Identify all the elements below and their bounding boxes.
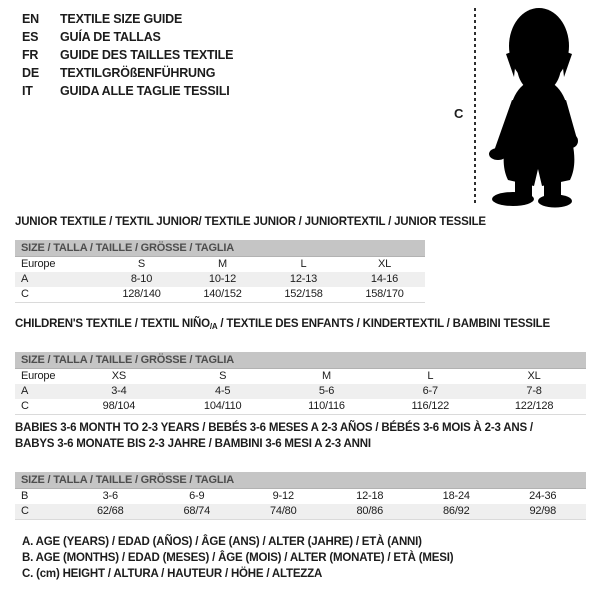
language-row <box>22 82 233 100</box>
row-label: A <box>21 273 29 285</box>
column-label: M <box>218 258 227 270</box>
junior-size-header-bar: SIZE / TALLA / TAILLE / GRÖSSE / TAGLIA <box>15 240 425 257</box>
cell-value: 104/110 <box>203 400 242 412</box>
language-code: IT <box>22 84 33 98</box>
junior-size-table <box>15 240 425 303</box>
children-size-table <box>15 352 586 415</box>
cell-value: 7-8 <box>526 385 542 397</box>
cell-value: 8-10 <box>130 273 153 285</box>
cell-value: 18-24 <box>442 490 470 502</box>
cell-value: 12-13 <box>289 273 318 285</box>
children-row-age <box>15 384 586 399</box>
junior-row-height <box>15 287 425 302</box>
region-label: Europe <box>21 370 56 382</box>
column-label: XL <box>527 370 541 382</box>
children-title-post: / TEXTILE DES ENFANTS / KINDERTEXTIL / BAMBINI TESSILE <box>217 318 550 330</box>
babies-section-title-line1: BABIES 3-6 MONTH TO 2-3 YEARS / BEBÉS 3-6 MESES A 2-3 AÑOS / BÉBÉS 3-6 MOIS À 2-3 ANS / <box>15 422 533 434</box>
height-measure-label: C <box>454 106 464 121</box>
cell-value: 62/68 <box>96 505 124 517</box>
footnote-height-cm: C. (cm) HEIGHT / ALTURA / HAUTEUR / HÖHE / ALTEZZA <box>22 568 323 580</box>
cell-value: 6-9 <box>189 490 205 502</box>
cell-value: 68/74 <box>183 505 211 517</box>
language-title: GUIDE DES TAILLES TEXTILE <box>60 48 234 62</box>
region-label: Europe <box>21 258 56 270</box>
babies-row-age-months <box>15 489 586 504</box>
cell-value: 122/128 <box>514 400 554 412</box>
babies-size-header-bar: SIZE / TALLA / TAILLE / GRÖSSE / TAGLIA <box>15 472 586 489</box>
language-title-list <box>22 10 233 100</box>
footnote-age-months: B. AGE (MONTHS) / EDAD (MESES) / ÂGE (MOIS) / ALTER (MONATE) / ETÀ (MESI) <box>22 552 454 564</box>
language-title: TEXTILE SIZE GUIDE <box>60 12 183 26</box>
row-label: C <box>21 288 29 300</box>
row-label: C <box>21 505 29 517</box>
language-code: FR <box>22 48 39 62</box>
cell-value: 86/92 <box>442 505 470 517</box>
column-label: S <box>137 258 146 270</box>
cell-value: 14-16 <box>370 273 399 285</box>
cell-value: 3-4 <box>111 385 127 397</box>
cell-value: 140/152 <box>203 288 242 300</box>
babies-size-table <box>15 472 586 520</box>
cell-value: 110/116 <box>308 400 345 412</box>
dashed-measure-line <box>474 8 476 205</box>
language-title: GUÍA DE TALLAS <box>60 30 161 44</box>
language-row <box>22 46 233 64</box>
cell-value: 158/170 <box>365 288 404 300</box>
language-code: EN <box>22 12 39 26</box>
language-code: ES <box>22 30 39 44</box>
cell-value: 116/122 <box>411 400 450 412</box>
cell-value: 12-18 <box>356 490 384 502</box>
column-label: L <box>427 370 434 382</box>
cell-value: 24-36 <box>529 490 557 502</box>
cell-value: 10-12 <box>208 273 237 285</box>
language-code: DE <box>22 66 39 80</box>
toddler-silhouette-image <box>486 4 592 208</box>
language-row <box>22 10 233 28</box>
children-columns-header-row <box>15 369 586 384</box>
row-label: A <box>21 385 29 397</box>
footnote-age-years: A. AGE (YEARS) / EDAD (AÑOS) / ÂGE (ANS) / ALTER (JAHRE) / ETÀ (ANNI) <box>22 536 422 548</box>
column-label: L <box>300 258 307 270</box>
language-row <box>22 28 233 46</box>
row-label: B <box>21 490 29 502</box>
cell-value: 128/140 <box>122 288 161 300</box>
column-label: S <box>219 370 227 382</box>
babies-row-height <box>15 504 586 519</box>
cell-value: 98/104 <box>102 400 136 412</box>
babies-section-title-line2: BABYS 3-6 MONATE BIS 2-3 JAHRE / BAMBINI 3-6 MESI A 2-3 ANNI <box>15 438 371 450</box>
children-section-title <box>15 318 550 331</box>
junior-columns-header-row <box>15 257 425 272</box>
cell-value: 5-6 <box>318 385 335 397</box>
cell-value: 74/80 <box>269 505 297 517</box>
cell-value: 80/86 <box>356 505 384 517</box>
language-title: GUIDA ALLE TAGLIE TESSILI <box>60 84 230 98</box>
children-size-header-bar: SIZE / TALLA / TAILLE / GRÖSSE / TAGLIA <box>15 352 586 369</box>
junior-section-title: JUNIOR TEXTILE / TEXTIL JUNIOR/ TEXTILE JUNIOR / JUNIORTEXTIL / JUNIOR TESSILE <box>15 216 486 228</box>
junior-row-age <box>15 272 425 287</box>
cell-value: 152/158 <box>284 288 323 300</box>
children-title-subscript: /A <box>209 322 218 331</box>
cell-value: 4-5 <box>215 385 231 397</box>
cell-value: 6-7 <box>422 385 438 397</box>
cell-value: 3-6 <box>102 490 118 502</box>
column-label: M <box>322 370 331 382</box>
column-label: XL <box>377 258 392 270</box>
cell-value: 9-12 <box>272 490 294 502</box>
cell-value: 92/98 <box>529 505 557 517</box>
row-label: C <box>21 400 29 412</box>
children-title-pre: CHILDREN'S TEXTILE / TEXTIL NIÑO <box>15 318 210 330</box>
column-label: XS <box>111 370 127 382</box>
children-row-height <box>15 399 586 414</box>
language-row <box>22 64 233 82</box>
language-title: TEXTILGRÖßENFÜHRUNG <box>60 66 216 80</box>
